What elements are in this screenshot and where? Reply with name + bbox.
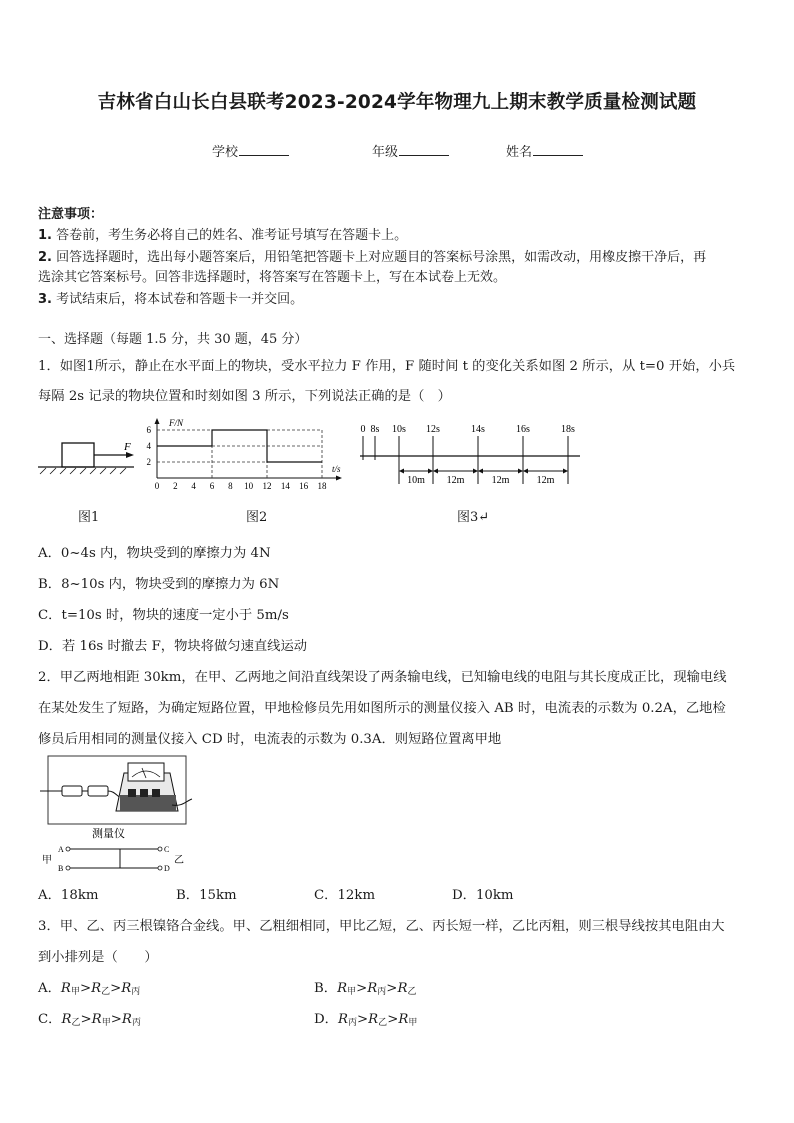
x-tick-label: 14 [280,481,290,491]
q1-option-b[interactable]: B．8~10s 内，物块受到的摩擦力为 6N [38,577,280,592]
note-1 [38,224,407,243]
x-tick-label: 8 [228,481,233,491]
label-yi: 乙 [174,855,184,866]
name-field [506,141,583,160]
note-1-text: 答卷前，考生务必将自己的姓名、准考证号填写在答题卡上。 [56,228,408,243]
time-label: 16s [516,424,530,435]
y-axis-arrow [155,418,160,424]
time-label: 0 [360,424,366,435]
time-label: 10s [392,424,406,435]
q3-option-d[interactable]: D．$R_丙>R_乙>R_甲$ [314,1012,418,1028]
time-label: 14s [471,424,485,435]
q3-option-a[interactable]: A．$R_甲>R_乙>R_丙$ [38,981,141,997]
y-tick-label: 2 [146,457,151,467]
y-axis-label: F/N [169,418,184,428]
x-tick-label: 18 [317,481,327,491]
q1-option-a[interactable]: A．0~4s 内，物块受到的摩擦力为 4N [38,546,271,561]
figure-1-caption: 图1 [78,510,100,525]
notes-heading: 注意事项： [38,207,104,222]
q1-stem-line1: 1．如图1所示，静止在水平面上的物块，受水平拉力 F 作用，F 随时间 t 的变化关系如图 2 所示，从 t=0 开始，小兵 [38,359,736,374]
distance-label: 12m [491,475,510,486]
distance-label: 10m [407,475,425,486]
label-jia: 甲 [42,855,52,866]
terminal-b: B [58,864,64,873]
q3-option-b[interactable]: B．$R_甲>R_丙>R_乙$ [314,981,417,997]
distance-arrow-head-right [428,469,433,474]
x-tick-label: 6 [209,481,215,491]
grade-label: 年级 [372,145,399,160]
q1-figure-1 [38,438,138,478]
x-axis-arrow [336,476,342,481]
probe-plug-right [88,786,108,796]
block-shape [62,443,94,467]
note-2-text-2: 选涂其它答案标号。回答非选择题时，将答案写在答题卡上，写在本试卷上无效。 [38,270,507,285]
name-blank [533,143,583,156]
instrument-label: 测量仪 [92,828,125,840]
y-tick-label: 6 [146,425,151,435]
ground-hatch [40,468,126,474]
distance-arrow-head-left [399,469,404,474]
distance-arrow-head-left [523,469,528,474]
note-2 [38,246,706,265]
x-tick-label: 2 [173,481,178,491]
school-field [212,141,289,160]
force-label: F [124,441,131,453]
q1-option-c[interactable]: C．t=10s 时，物块的速度一定小于 5m/s [38,608,289,623]
q2-option-a[interactable]: A．18km [38,888,99,903]
distance-label: 12m [446,475,465,486]
distance-arrow-head-left [478,469,483,474]
q2-option-b[interactable]: B．15km [176,888,237,903]
q2-figure [36,755,196,880]
school-blank [239,143,289,156]
school-label: 学校 [212,145,239,160]
distance-arrow-head-right [518,469,523,474]
terminal-a: A [58,845,64,854]
q2-stem-line2: 在某处发生了短路，为确定短路位置，甲地检修员先用如图所示的测量仪接入 AB 时，电流表的示数为 0.2A，乙地检 [38,701,726,716]
q3-option-c[interactable]: C．$R_乙>R_甲>R_丙$ [38,1012,141,1028]
probe-plug-left [62,786,82,796]
q3-stem-line2: 到小排列是（ ） [38,950,158,965]
y-tick-label: 4 [146,441,151,451]
name-label: 姓名 [506,145,533,160]
note-2-text-1: 回答选择题时，选出每小题答案后，用铅笔把答题卡上对应题目的答案标号涂黑，如需改动，用橡皮擦干净后，再 [56,250,707,265]
terminal-d: D [164,864,170,873]
distance-arrow-head-right [473,469,478,474]
distance-arrow-head-left [433,469,438,474]
note-3-num: 3. [38,292,52,307]
q2-stem-line3: 修员后用相同的测量仪接入 CD 时，电流表的示数为 0.3A．则短路位置离甲地 [38,732,502,747]
q2-stem-line1: 2．甲乙两地相距 30km，在甲、乙两地之间沿直线架设了两条输电线，已知输电线的电阻与其长度成正比，现输电线 [38,670,727,685]
x-tick-label: 10 [244,481,254,491]
distance-arrow-head-right [563,469,568,474]
time-label: 18s [561,424,575,435]
section-heading: 一、选择题（每题 1.5 分，共 30 题，45 分） [38,332,308,347]
q1-figure-3 [355,422,585,488]
distance-label: 12m [536,475,555,486]
time-label: 8s [370,424,380,435]
note-2-num: 2. [38,250,52,265]
time-label: 12s [426,424,440,435]
x-axis-label: t/s [332,464,341,474]
grade-field [372,141,449,160]
note-3 [38,288,303,307]
page-title: 吉林省白山长白县联考2023-2024学年物理九上期末教学质量检测试题 [97,92,697,113]
q2-option-c[interactable]: C．12km [314,888,376,903]
q3-stem-line1: 3．甲、乙、丙三根镍铬合金线。甲、乙粗细相同，甲比乙短，乙、丙长短一样，乙比丙粗，则三根导线按其电阻由大 [38,919,725,934]
meter-dial [128,763,164,781]
q2-option-d[interactable]: D．10km [452,888,514,903]
terminal-c: C [164,845,170,854]
q1-option-d[interactable]: D．若 16s 时撤去 F，物块将做匀速直线运动 [38,639,308,654]
figure-3-caption: 图3↵ [457,510,490,525]
grade-blank [399,143,449,156]
figure-2-caption: 图2 [246,510,268,525]
q1-figure-2-chart [140,416,350,494]
x-tick-label: 12 [262,481,272,491]
note-1-num: 1. [38,228,52,243]
x-tick-label: 0 [154,481,160,491]
x-tick-label: 4 [191,481,196,491]
x-tick-label: 16 [299,481,309,491]
q1-stem-line2: 每隔 2s 记录的物块位置和时刻如图 3 所示，下列说法正确的是（ ） [38,389,451,404]
note-3-text: 考试结束后，将本试卷和答题卡一并交回。 [56,292,304,307]
